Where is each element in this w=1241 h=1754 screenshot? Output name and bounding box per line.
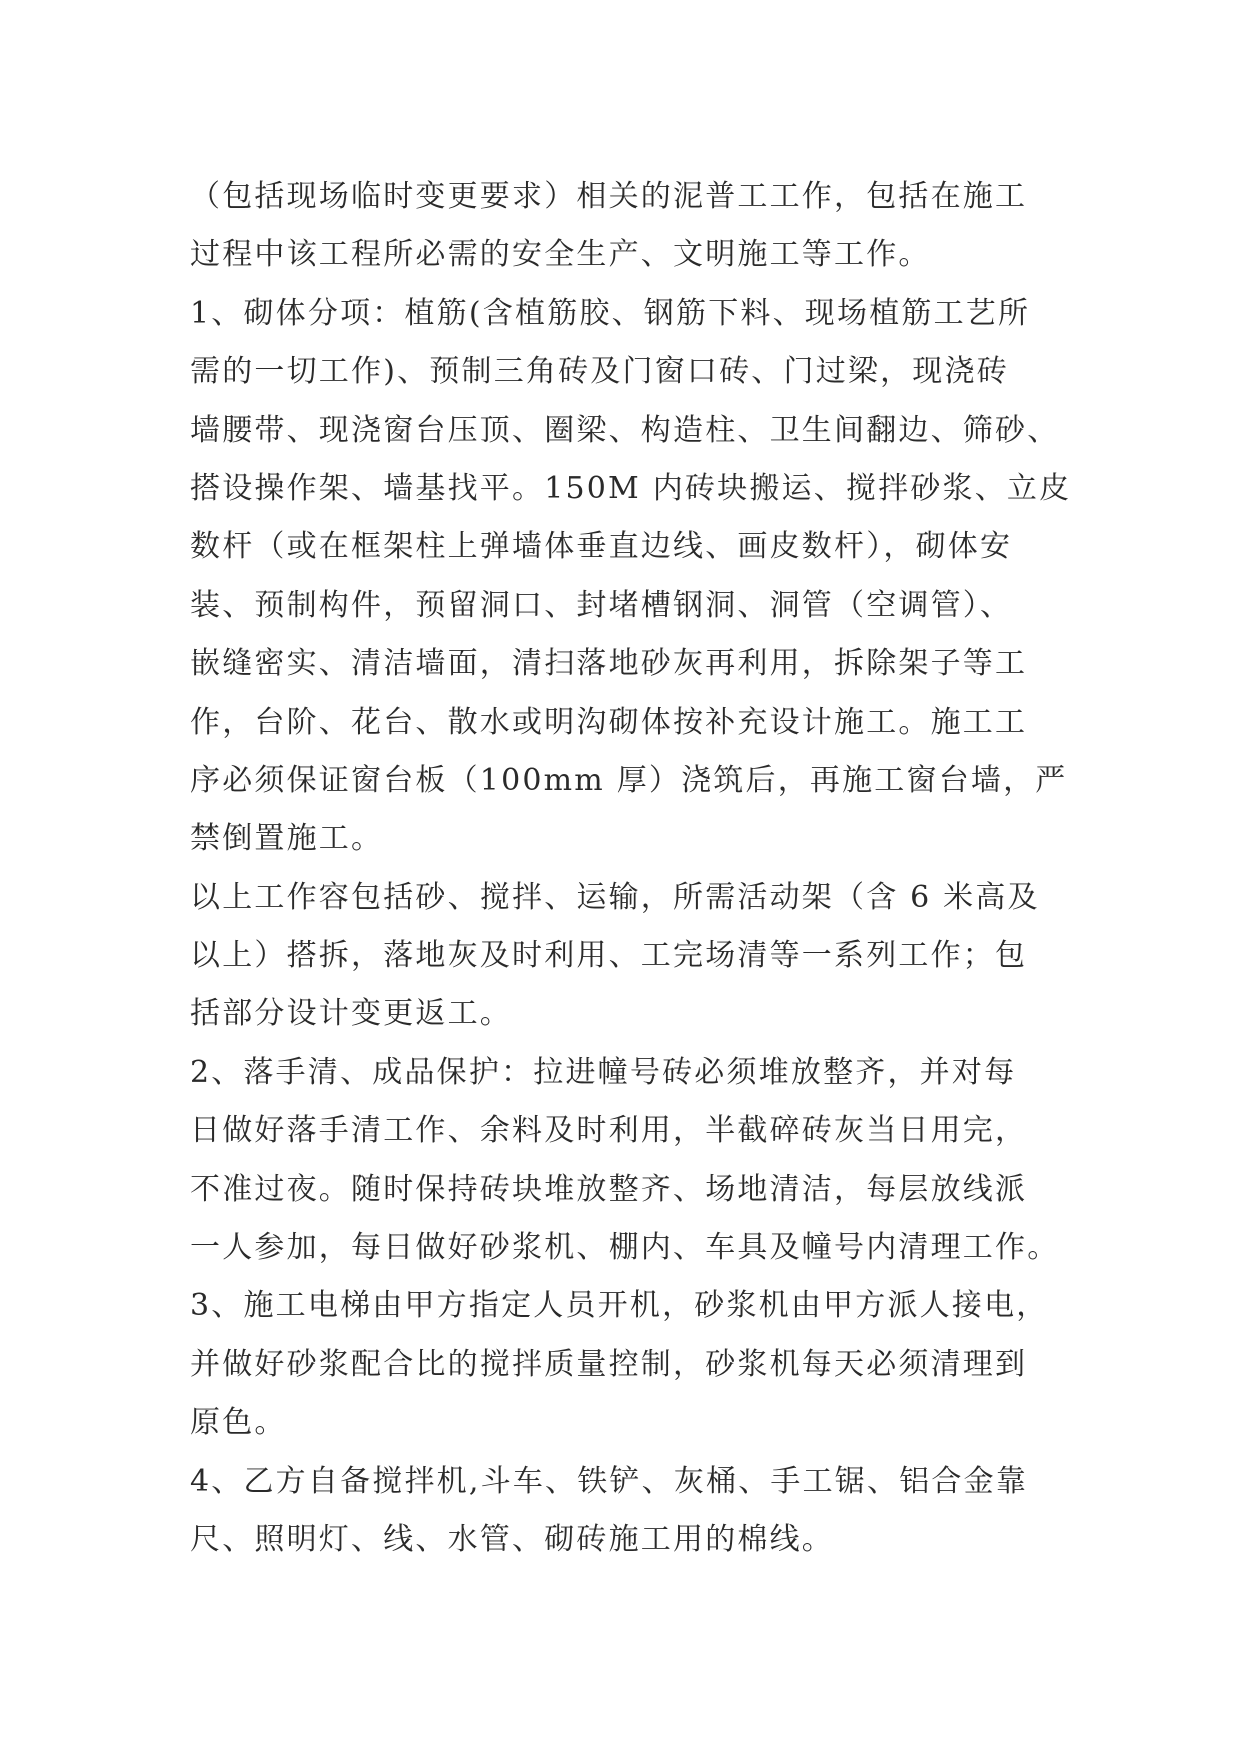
paragraph: [190, 285, 1090, 869]
text-line: 不准过夜。随时保持砖块堆放整齐、场地清洁，每层放线派: [190, 1171, 1028, 1207]
text-line: 1、砌体分项：植筋(含植筋胶、钢筋下料、现场植筋工艺所: [190, 295, 1031, 331]
text-line: 搭设操作架、墙基找平。150M 内砖块搬运、搅拌砂浆、立皮: [190, 470, 1072, 506]
paragraph: [190, 869, 1090, 1044]
text-line: 尺、照明灯、线、水管、砌砖施工用的棉线。: [190, 1521, 834, 1557]
paragraph: [190, 168, 1090, 285]
text-line: 序必须保证窗台板（100mm 厚）浇筑后，再施工窗台墙，严: [190, 762, 1068, 798]
text-line: 数杆（或在框架柱上弹墙体垂直边线、画皮数杆），砌体安: [190, 529, 1013, 565]
text-line: 2、落手清、成品保护：拉进幢号砖必须堆放整齐，并对每: [190, 1054, 1017, 1090]
text-line: 并做好砂浆配合比的搅拌质量控制，砂浆机每天必须清理到: [190, 1346, 1028, 1382]
paragraph: [190, 1277, 1090, 1452]
text-line: 装、预制构件，预留洞口、封堵槽钢洞、洞管（空调管）、: [190, 587, 1013, 623]
text-line: 墙腰带、现浇窗台压顶、圈梁、构造柱、卫生间翻边、筛砂、: [190, 412, 1060, 448]
paragraph: [190, 1453, 1090, 1570]
text-line: 日做好落手清工作、余料及时利用，半截碎砖灰当日用完，: [190, 1113, 1028, 1149]
text-line: 原色。: [190, 1405, 287, 1441]
body-text: [190, 168, 1090, 1569]
text-line: 作，台阶、花台、散水或明沟砌体按补充设计施工。施工工: [190, 704, 1028, 740]
text-line: （包括现场临时变更要求）相关的泥普工工作，包括在施工: [190, 179, 1028, 214]
text-line: 需的一切工作)、预制三角砖及门窗口砖、门过梁，现浇砖: [190, 354, 1009, 390]
text-line: 嵌缝密实、清洁墙面，清扫落地砂灰再利用，拆除架子等工: [190, 646, 1028, 682]
text-line: 以上工作容包括砂、搅拌、运输，所需活动架（含 6 米高及: [190, 879, 1040, 915]
text-line: 以上）搭拆，落地灰及时利用、工完场清等一系列工作；包: [190, 938, 1028, 974]
text-line: 3、施工电梯由甲方指定人员开机，砂浆机由甲方派人接电，: [190, 1288, 1049, 1324]
text-line: 禁倒置施工。: [190, 821, 384, 857]
paragraph: [190, 1044, 1090, 1278]
text-line: 过程中该工程所必需的安全生产、文明施工等工作。: [190, 237, 931, 273]
text-line: 一人参加，每日做好砂浆机、棚内、车具及幢号内清理工作。: [190, 1230, 1060, 1266]
text-line: 4、乙方自备搅拌机,斗车、铁铲、灰桶、手工锯、铝合金靠: [190, 1463, 1029, 1499]
text-line: 括部分设计变更返工。: [190, 996, 512, 1032]
